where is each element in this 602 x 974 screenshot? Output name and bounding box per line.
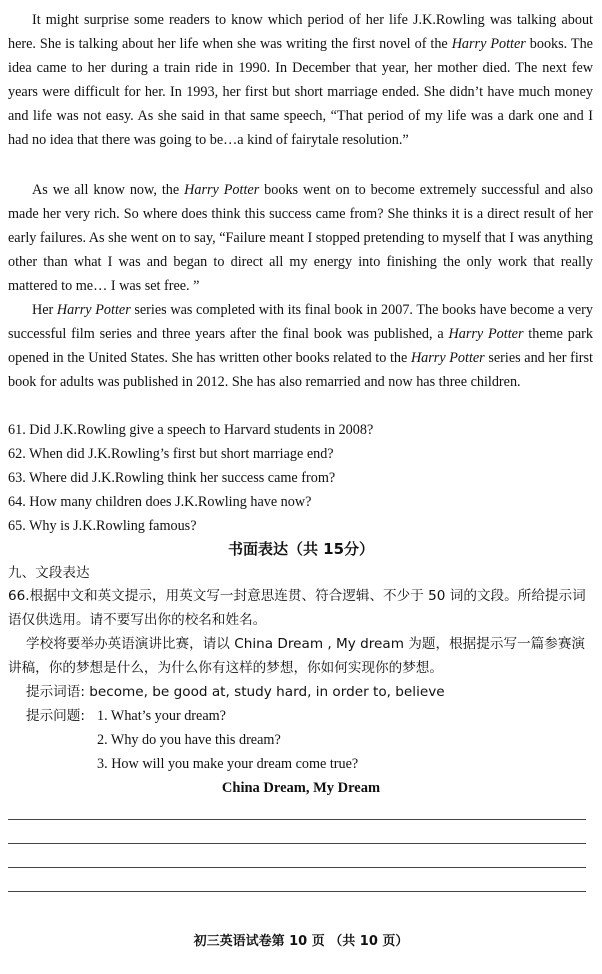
passage-paragraph-2: As we all know now, the Harry Potter books went on to become extremely successful and also made her very rich. So where does think this success came from? She thinks it is a direct result of her early failures. As she went on to say, “Failure meant I stopped pretending to myself that I was anything other than what I was and began to direct all my energy into finishing the only work that really mattered to me… I was set free. ”	[8, 182, 593, 294]
hint-questions-label: 提示问题:	[26, 708, 85, 724]
answer-line-4[interactable]	[8, 891, 586, 892]
hint-words: 提示词语: become, be good at, study hard, in order to, believe	[26, 684, 445, 700]
question-61: 61. Did J.K.Rowling give a speech to Harvard students in 2008?	[8, 422, 374, 438]
answer-line-2[interactable]	[8, 843, 586, 844]
hint-question-1: 1. What’s your dream?	[97, 708, 226, 724]
writing-part-label: 九、文段表达	[8, 565, 90, 581]
writing-task: 学校将要举办英语演讲比赛，请以 China Dream , My dream 为题，根据提示写一篇参赛演讲稿，你的梦想是什么，为什么你有这样的梦想，你如何实现你的梦想。	[8, 636, 586, 676]
question-63: 63. Where did J.K.Rowling think her success came from?	[8, 470, 336, 486]
question-62: 62. When did J.K.Rowling’s first but short marriage end?	[8, 446, 334, 462]
question-64: 64. How many children does J.K.Rowling have now?	[8, 494, 312, 510]
passage-paragraph-3: Her Harry Potter series was completed with its final book in 2007. The books have become a very successful film series and three years after the final book was published, a Harry Potter theme park opened in the United States. She has written other books related to the Harry Potter series and her first book for adults was published in 2012. She has also remarried and now has three children.	[8, 302, 593, 390]
hint-question-2: 2. Why do you have this dream?	[97, 732, 281, 748]
writing-instruction: 66.根据中文和英文提示，用英文写一封意思连贯、符合逻辑、不少于 50 词的文段。所给提示词语仅供选用。请不要写出你的校名和姓名。	[8, 588, 586, 628]
hint-question-3: 3. How will you make your dream come true?	[97, 756, 359, 772]
answer-line-3[interactable]	[8, 867, 586, 868]
page-footer: 初三英语试卷第 10 页 （共 10 页）	[193, 934, 409, 949]
question-65: 65. Why is J.K.Rowling famous?	[8, 518, 197, 534]
answer-line-1[interactable]	[8, 819, 586, 820]
essay-title: China Dream, My Dream	[221, 780, 381, 796]
writing-section-title: 书面表达（共 15分）	[227, 540, 375, 558]
passage-paragraph-1: It might surprise some readers to know which period of her life J.K.Rowling was talking about here. She is talking about her life when she was writing the first novel of the Harry Potter books. The idea came to her during a train ride in 1990. In December that year, her mother died. The next few years were difficult for her. In 1993, her first but short marriage ended. She didn’t have much money and life was not easy. As she said in that same speech, “That period of my life was a dark one and I had no idea that there was going to be…a kind of fairytale resolution.”	[8, 12, 593, 148]
